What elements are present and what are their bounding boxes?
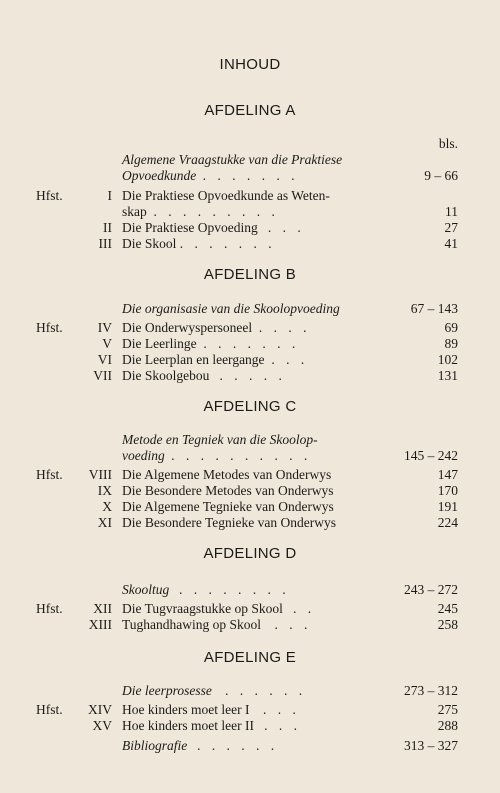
group-pages: 67 – 143 bbox=[410, 301, 458, 316]
chapter-title: Die Skoolgebou . . . . . bbox=[122, 368, 286, 383]
section-heading-a: AFDELING A bbox=[204, 102, 296, 119]
chapter-number: XV bbox=[92, 718, 112, 733]
chapter-title: Hoe kinders moet leer II . . . bbox=[122, 718, 301, 733]
chapter-page: 275 bbox=[437, 702, 458, 717]
chapter-title: Die Onderwyspersoneel . . . . bbox=[122, 320, 311, 335]
chapter-page: 41 bbox=[444, 236, 458, 251]
group-pages: 145 – 242 bbox=[404, 448, 458, 463]
group-title: Algemene Vraagstukke van die Praktiese bbox=[122, 152, 343, 167]
group-title-cont: Opvoedkunde . . . . . . . bbox=[122, 168, 299, 183]
page-column-label: bls. bbox=[438, 136, 458, 151]
chapter-label: Hfst. bbox=[36, 467, 63, 482]
chapter-page: 288 bbox=[437, 718, 458, 733]
group-title: Skooltug . . . . . . . . bbox=[122, 582, 290, 597]
chapter-label: Hfst. bbox=[36, 188, 63, 203]
section-heading-e: AFDELING E bbox=[203, 649, 297, 666]
bibliography-title: Bibliografie . . . . . . bbox=[122, 738, 279, 753]
group-title: Die organisasie van die Skoolopvoeding bbox=[122, 301, 340, 316]
chapter-page: 147 bbox=[437, 467, 458, 482]
chapter-title: Die Praktiese Opvoedkunde as Weten- bbox=[122, 188, 330, 203]
chapter-number: X bbox=[102, 499, 112, 514]
section-heading-c: AFDELING C bbox=[203, 398, 297, 415]
chapter-page: 11 bbox=[445, 204, 458, 219]
chapter-number: XIV bbox=[88, 702, 112, 717]
chapter-number: III bbox=[98, 236, 112, 251]
chapter-number: XI bbox=[97, 515, 112, 530]
chapter-number: VII bbox=[93, 368, 112, 383]
group-pages: 243 – 272 bbox=[404, 582, 458, 597]
chapter-number: IV bbox=[97, 320, 112, 335]
chapter-number: IX bbox=[97, 483, 112, 498]
chapter-page: 191 bbox=[437, 499, 458, 514]
chapter-page: 245 bbox=[437, 601, 458, 616]
bibliography-pages: 313 – 327 bbox=[404, 738, 458, 753]
chapter-title: Die Besondere Metodes van Onderwys bbox=[122, 483, 334, 498]
chapter-title: Tughandhawing op Skool . . . bbox=[122, 617, 312, 632]
chapter-title: Hoe kinders moet leer I . . . bbox=[122, 702, 300, 717]
section-heading-b: AFDELING B bbox=[203, 266, 297, 283]
chapter-page: 27 bbox=[444, 220, 458, 235]
chapter-page: 89 bbox=[444, 336, 458, 351]
chapter-number: V bbox=[102, 336, 112, 351]
chapter-title: Die Skool . . . . . . . bbox=[122, 236, 276, 251]
group-title-cont: voeding . . . . . . . . . . bbox=[122, 448, 312, 463]
chapter-title: Die Tugvraagstukke op Skool . . bbox=[122, 601, 316, 616]
group-pages: 273 – 312 bbox=[404, 683, 458, 698]
chapter-number: II bbox=[103, 220, 112, 235]
chapter-title: Die Besondere Tegnieke van Onderwys bbox=[122, 515, 336, 530]
chapter-title-cont: skap . . . . . . . . . bbox=[122, 204, 279, 219]
chapter-title: Die Praktiese Opvoeding . . . bbox=[122, 220, 305, 235]
chapter-title: Die Leerplan en leergange . . . bbox=[122, 352, 309, 367]
group-title: Die leerprosesse . . . . . . bbox=[122, 683, 307, 698]
group-title: Metode en Tegniek van die Skoolop- bbox=[122, 432, 318, 447]
chapter-title: Die Algemene Tegnieke van Onderwys bbox=[122, 499, 334, 514]
chapter-number: XIII bbox=[88, 617, 112, 632]
group-pages: 9 – 66 bbox=[424, 168, 458, 183]
page-title: INHOUD bbox=[219, 56, 281, 73]
chapter-number: VIII bbox=[88, 467, 112, 482]
chapter-title: Die Leerlinge . . . . . . . bbox=[122, 336, 300, 351]
chapter-page: 131 bbox=[437, 368, 458, 383]
chapter-number: VI bbox=[97, 352, 112, 367]
chapter-page: 170 bbox=[437, 483, 458, 498]
chapter-page: 69 bbox=[444, 320, 458, 335]
chapter-number: I bbox=[107, 188, 112, 203]
section-heading-d: AFDELING D bbox=[203, 545, 297, 562]
chapter-page: 258 bbox=[437, 617, 458, 632]
chapter-page: 224 bbox=[437, 515, 458, 530]
chapter-label: Hfst. bbox=[36, 320, 63, 335]
chapter-label: Hfst. bbox=[36, 702, 63, 717]
chapter-label: Hfst. bbox=[36, 601, 63, 616]
chapter-title: Die Algemene Metodes van Onderwys bbox=[122, 467, 332, 482]
chapter-number: XII bbox=[93, 601, 112, 616]
chapter-page: 102 bbox=[437, 352, 458, 367]
